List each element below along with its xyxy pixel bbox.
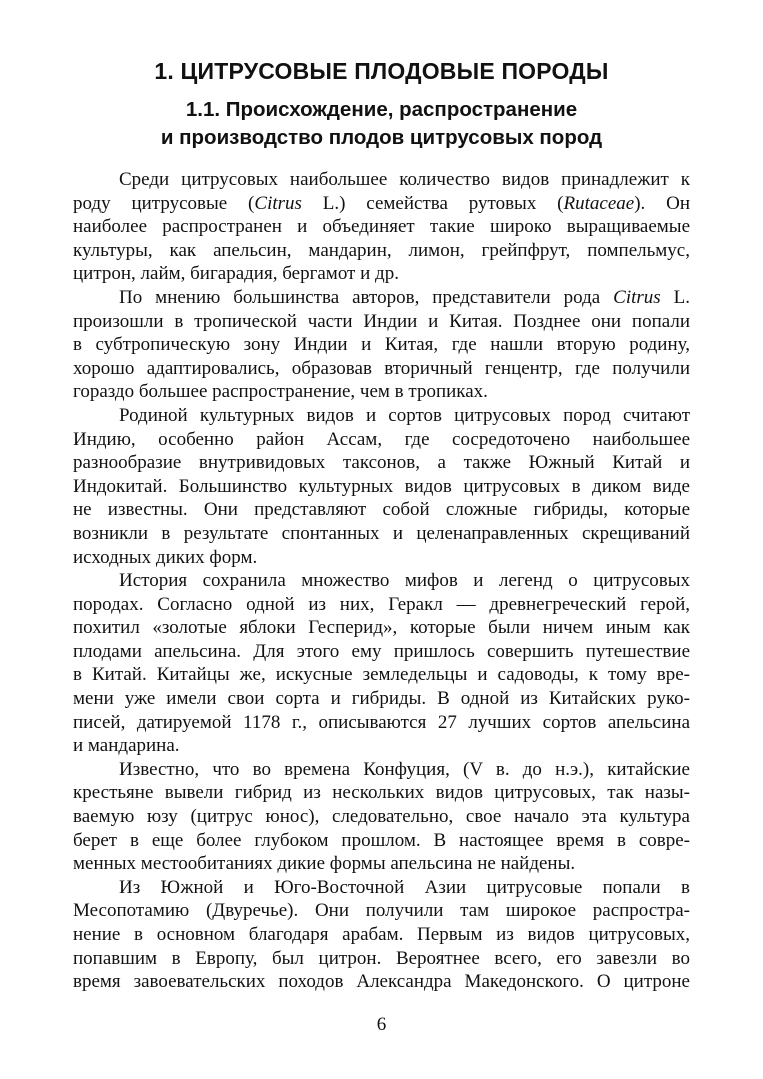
text-line: и мандарина. (73, 735, 180, 757)
section-heading (0, 96, 763, 152)
text-line: похитил «золотые яблоки Гесперид», которые были ничем иным как (73, 617, 690, 639)
text-line: попавшим в Европу, был цитрон. Вероятнее всего, его завезли во (73, 947, 690, 969)
text-line: наиболее распространен и объединяет такие широко выращиваемые (73, 216, 690, 238)
section-heading-line-1: 1.1. Происхождение, распространение (185, 98, 578, 121)
latin-term: Citrus (613, 286, 661, 308)
text-line: По мнению большинства авторов, представители рода Citrus L. (119, 286, 691, 308)
text-line: культуры, как апельсин, мандарин, лимон, грейпфрут, помпельмус, (73, 239, 690, 261)
paragraph (73, 286, 690, 404)
text-line: Известно, что во времена Конфуция, (V в. до н.э.), китайские (119, 758, 690, 780)
text-line: ваемую юзу (цитрус юнос), следовательно, свое начало эта культура (73, 806, 690, 828)
chapter-heading: 1. ЦИТРУСОВЫЕ ПЛОДОВЫЕ ПОРОДЫ (154, 58, 609, 84)
text-line: цитрон, лайм, бигарадия, бергамот и др. (73, 263, 399, 285)
text-line: Родиной культурных видов и сортов цитрусовых пород считают (119, 404, 690, 426)
text-line: крестьяне вывели гибрид из нескольких видов цитрусовых, так назы- (73, 782, 690, 804)
text-line: Индию, особенно район Ассам, где сосредоточено наибольшее (73, 428, 690, 450)
text-line: хорошо адаптировались, образовав вторичный генцентр, где получили (73, 357, 690, 379)
text-line: плодами апельсина. Для этого ему пришлось совершить путешествие (73, 640, 690, 662)
text-line: возникли в результате спонтанных и целенаправленных скрещиваний (73, 522, 690, 544)
text-line: гораздо большее распространение, чем в тропиках. (73, 381, 488, 403)
text-line: менных местообитаниях дикие формы апельсина не найдены. (73, 853, 576, 875)
text-line: Среди цитрусовых наибольшее количество видов принадлежит к (119, 169, 690, 190)
text-line: История сохранила множество мифов и легенд о цитрусовых (119, 570, 690, 592)
paragraph (73, 404, 690, 569)
text-line: роду цитрусовые (Citrus L.) семейства рутовых (Rutaceae). Он (73, 192, 691, 214)
text-line: породах. Согласно одной из них, Геракл — древнегреческий герой, (73, 593, 690, 615)
text-line: писей, датируемой 1178 г., описываются 27 лучших сортов апельсина (73, 711, 690, 733)
text-line: нение в основном благодаря арабам. Первым из видов цитрусовых, (73, 924, 690, 945)
text-line: не известны. Они представляют собой сложные гибриды, которые (73, 499, 690, 521)
paragraph (73, 168, 690, 286)
text-line: в Китай. Китайцы же, искусные земледельцы и садоводы, к тому вре- (73, 664, 690, 686)
page-number: 6 (376, 1014, 387, 1035)
text-line: в субтропическую зону Индии и Китая, где нашли вторую родину, (73, 334, 690, 356)
text-line: мени уже имели свои сорта и гибриды. В одной из Китайских руко- (73, 688, 690, 710)
text-line: исходных диких форм. (73, 546, 258, 568)
text-line: берет в еще более глубоком прошлом. В настоящее время в совре- (73, 829, 690, 851)
latin-term: Rutaceae (563, 192, 635, 214)
text-line: Из Южной и Юго-Восточной Азии цитрусовые попали в (119, 876, 690, 898)
body-text (73, 168, 690, 994)
text-line: разнообразие внутривидовых таксонов, а также Южный Китай и (73, 452, 690, 474)
section-heading-line-2: и производство плодов цитрусовых пород (160, 126, 603, 149)
text-line: произошли в тропической части Индии и Китая. Позднее они попали (73, 310, 690, 332)
paragraph (73, 758, 690, 876)
latin-term: Citrus (254, 192, 302, 214)
text-line: время завоевательских походов Александра Македонского. О цитроне (73, 971, 690, 993)
text-line: Индокитай. Большинство культурных видов цитрусовых в диком виде (73, 475, 690, 497)
text-line: Месопотамию (Двуречье). Они получили там широкое распростра- (73, 900, 690, 922)
paragraph (73, 876, 690, 994)
paragraph (73, 569, 690, 758)
